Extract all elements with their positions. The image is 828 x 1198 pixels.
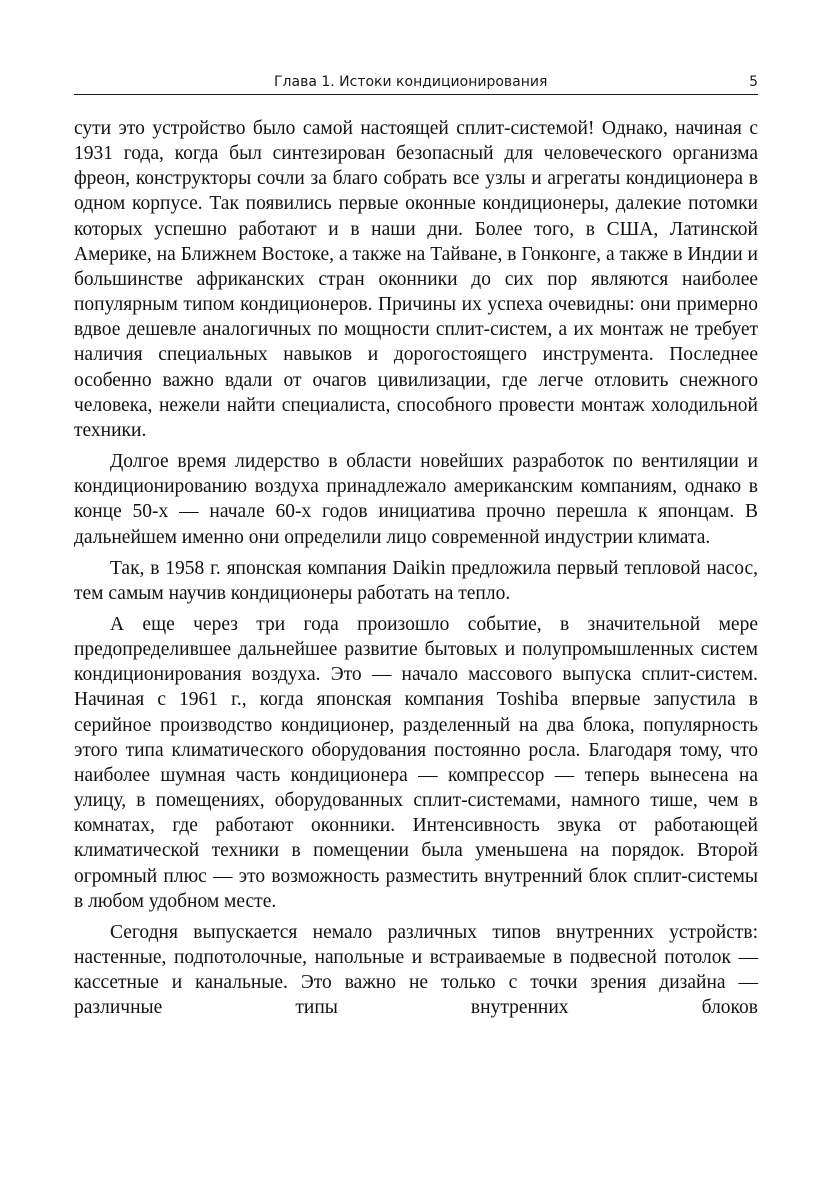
paragraph: сути это устройство было самой настоящей сплит-системой! Однако, начиная с 1931 года, когда был синтезирован безопасный для человеческого организма фреон, конструкторы сочли за благо собрать все узлы и агрегаты кондиционера в одном корпусе. Так появились первые оконные кондиционеры, далекие потомки которых успешно работают и в наши дни. Более того, в США, Латинской Америке, на Ближнем Востоке, а также на Тайване, в Гонконге, а также в Индии и большинстве африканских стран оконники до сих пор являются наиболее популярным типом кондиционеров. Причины их успеха очевидны: они примерно вдвое дешевле аналогичных по мощности сплит-систем, а их монтаж не требует наличия специальных навыков и дорогостоящего инструмента. Последнее особенно важно вдали от очагов цивилизации, где легче отловить снежного человека, нежели найти специалиста, способного провести монтаж холодильной техники. xyxy=(74,118,758,441)
paragraph: А еще через три года произошло событие, в значительной мере предопределившее дальнейшее развитие бытовых и полупромышленных систем кондиционирования воздуха. Это — начало массового выпуска сплит-систем. Начиная с 1961 г., когда японская компания Toshiba впервые запустила в серийное производство кондиционер, разделенный на два блока, популярность этого типа климатического оборудования постоянно росла. Благодаря тому, что наиболее шумная часть кондиционера — компрессор — теперь вынесена на улицу, в помещениях, оборудованных сплит-системами, намного тише, чем в комнатах, где работают оконники. Интенсивность звука от работающей климатической техники в помещении была уменьшена на порядок. Второй огромный плюс — это возможность разместить внутренний блок сплит-системы в любом удобном месте. xyxy=(74,613,758,912)
running-header xyxy=(74,72,758,95)
paragraph: Так, в 1958 г. японская компания Daikin предложила первый тепловой насос, тем самым научив кондиционеры работать на тепло. xyxy=(74,557,758,604)
paragraph: Сегодня выпускается немало различных типов внутренних устройств: настенные, подпотолочные, напольные и встраиваемые в подвесной потолок — кассетные и канальные. Это важно не только с точки зрения дизайна — различные типы внутренних блоков xyxy=(74,921,758,1019)
paragraph: Долгое время лидерство в области новейших разработок по вентиляции и кондиционированию воздуха принадлежало американским компаниям, однако в конце 50-х — начале 60-х годов инициатива прочно перешла к японцам. В дальнейшем именно они определили лицо современной индустрии климата. xyxy=(74,451,758,548)
chapter-title: Глава 1. Истоки кондиционирования xyxy=(274,74,548,90)
page-number: 5 xyxy=(749,74,758,90)
body-text xyxy=(74,116,758,1020)
